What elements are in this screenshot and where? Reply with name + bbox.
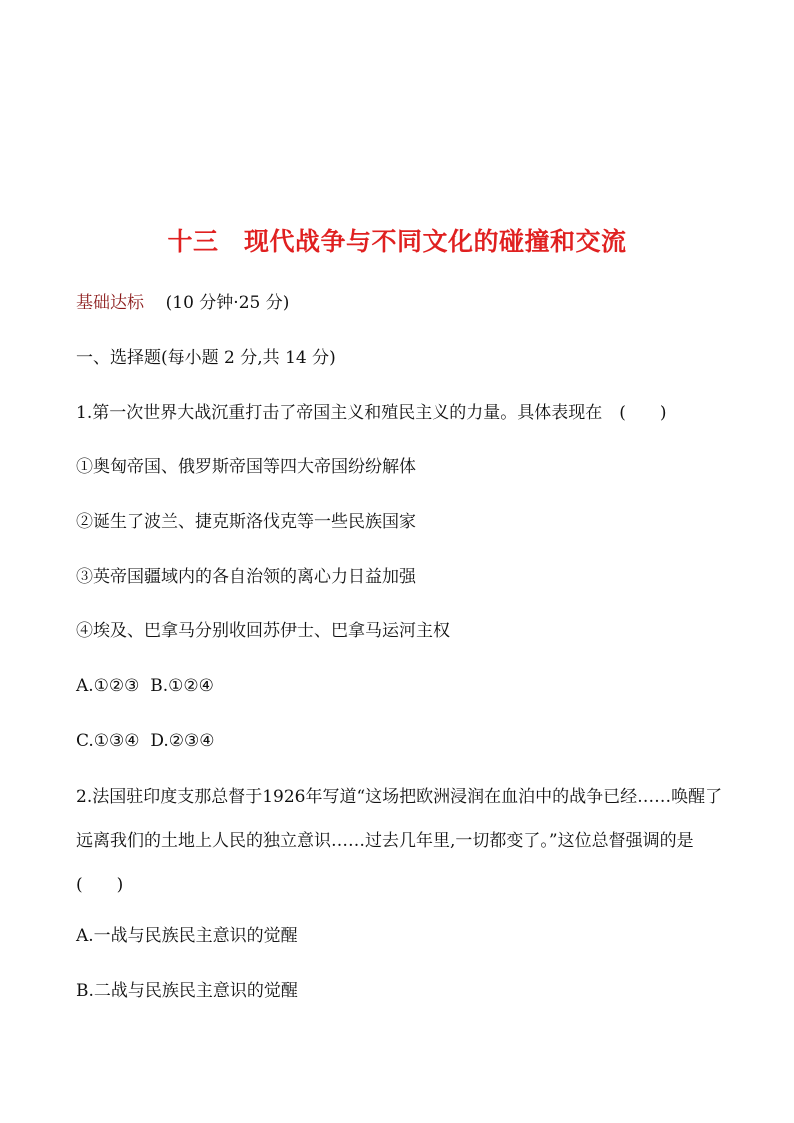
part-heading: 一、选择题(每小题 2 分,共 14 分) [76,348,336,368]
question-1-options-cd: C.①③④ D.②③④ [76,731,215,751]
question-1-statement-2: ②诞生了波兰、捷克斯洛伐克等一些民族国家 [76,512,416,532]
question-1-statement-4: ④埃及、巴拿马分别收回苏伊士、巴拿马运河主权 [76,621,450,641]
question-2-option-a: A.一战与民族民主意识的觉醒 [76,926,298,946]
time-score: (10 分钟·25 分) [165,293,290,313]
question-2-stem: 2.法国驻印度支那总督于1926年写道“这场把欧洲浸润在血泊中的战争已经……唤醒了远离我们的土地上人民的独立意识……过去几年里,一切都变了。”这位总督强调的是 ( ) [76,787,723,895]
question-1-stem: 1.第一次世界大战沉重打击了帝国主义和殖民主义的力量。具体表现在 ( ) [76,403,667,423]
section-header [76,291,289,315]
question-1-options-ab: A.①②③ B.①②④ [76,676,214,696]
question-2-option-b: B.二战与民族民主意识的觉醒 [76,981,298,1001]
section-label: 基础达标 [76,293,144,313]
question-1-statement-3: ③英帝国疆域内的各自治领的离心力日益加强 [76,567,416,587]
page-title: 十三 现代战争与不同文化的碰撞和交流 [167,227,627,256]
question-1-statement-1: ①奥匈帝国、俄罗斯帝国等四大帝国纷纷解体 [76,457,416,477]
